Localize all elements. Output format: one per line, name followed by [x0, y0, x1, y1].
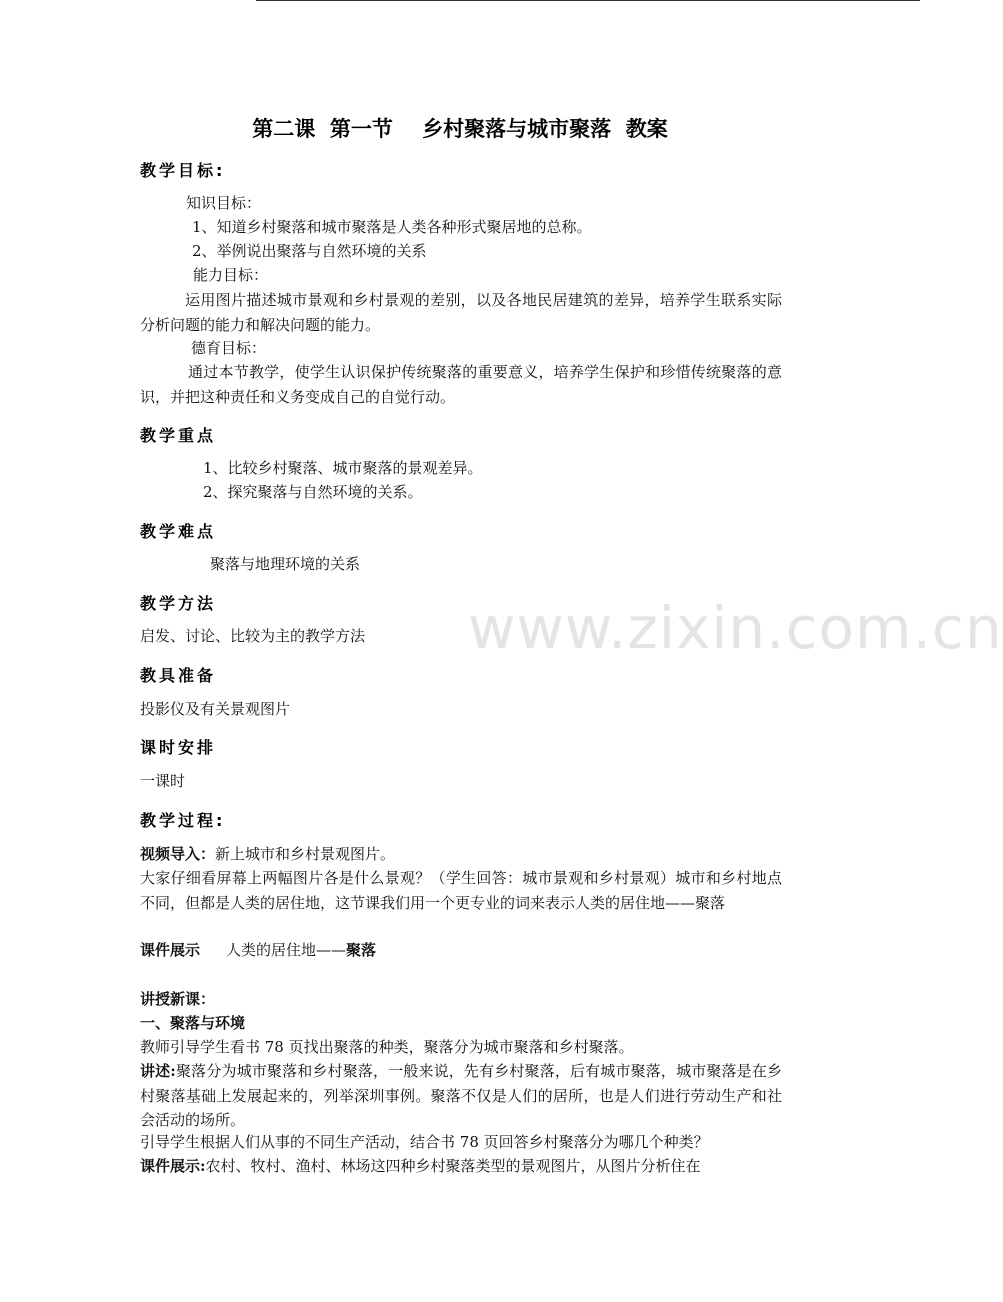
moral-label: 德育目标：	[191, 339, 267, 357]
header-rule	[256, 0, 920, 1]
tools-text: 投影仪及有关景观图片	[140, 700, 291, 718]
courseware-label: 课件展示	[140, 941, 201, 959]
method-heading: 教学方法	[140, 594, 217, 613]
key-points-heading: 教学重点	[140, 426, 217, 445]
knowledge-item: 2、举例说出聚落与自然环境的关系	[192, 242, 427, 260]
show-label: 课件展示:	[140, 1157, 206, 1175]
watermark: www.zixin.com.cn	[468, 594, 1003, 662]
paragraph: 教师引导学生看书 78 页找出聚落的种类，聚落分为城市聚落和乡村聚落。	[140, 1038, 634, 1056]
schedule-heading: 课时安排	[140, 738, 217, 757]
difficulty-heading: 教学难点	[140, 522, 217, 541]
ability-label: 能力目标：	[193, 266, 269, 284]
knowledge-item: 1、知道乡村聚落和城市聚落是人类各种形式聚居地的总称。	[192, 218, 592, 236]
process-heading: 教学过程:	[140, 811, 226, 830]
key-point-item: 1、比较乡村聚落、城市聚落的景观差异。	[203, 459, 483, 477]
lecture-paragraph: 讲述:聚落分为城市聚落和乡村聚落，一般来说，先有乡村聚落，后有城市聚落，城市聚落是在乡村聚落基础上发展起来的，列举深圳事例。聚落不仅是人们的居所，也是人们进行劳动生产和社会活动的场所。	[140, 1062, 782, 1129]
page-title: 第二课 第一节 乡村聚落与城市聚落 教案	[252, 117, 668, 141]
method-text: 启发、讨论、比较为主的教学方法	[140, 627, 366, 645]
moral-text: 通过本节教学，使学生认识保护传统聚落的重要意义，培养学生保护和珍惜传统聚落的意识，并把这种责任和义务变成自己的自觉行动。	[140, 363, 782, 406]
lecture-label: 讲述:	[140, 1062, 176, 1080]
video-intro: 视频导入：新上城市和乡村景观图片。	[140, 845, 396, 863]
key-point-item: 2、探究聚落与自然环境的关系。	[203, 483, 423, 501]
section-title: 一、聚落与环境	[140, 1014, 246, 1032]
courseware-line: 课件展示 人类的居住地——聚落	[140, 941, 377, 959]
show-paragraph: 课件展示:农村、牧村、渔村、林场这四种乡村聚落类型的景观图片，从图片分析住在	[140, 1157, 701, 1175]
knowledge-label: 知识目标：	[186, 194, 262, 212]
ability-text: 运用图片描述城市景观和乡村景观的差别，以及各地民居建筑的差异，培养学生联系实际分析问题的能力和解决问题的能力。	[140, 291, 782, 334]
guide-paragraph: 引导学生根据人们从事的不同生产活动，结合书 78 页回答乡村聚落分为哪几个种类？	[140, 1133, 709, 1151]
video-label: 视频导入：	[140, 845, 216, 863]
schedule-text: 一课时	[140, 772, 186, 790]
new-lesson-label: 讲授新课：	[140, 990, 216, 1008]
tools-heading: 教具准备	[140, 666, 217, 685]
intro-paragraph: 大家仔细看屏幕上两幅图片各是什么景观？（学生回答：城市景观和乡村景观）城市和乡村地点不同，但都是人类的居住地，这节课我们用一个更专业的词来表示人类的居住地——聚落	[140, 869, 782, 912]
objectives-heading: 教学目标:	[140, 161, 226, 180]
difficulty-text: 聚落与地理环境的关系	[210, 555, 361, 573]
